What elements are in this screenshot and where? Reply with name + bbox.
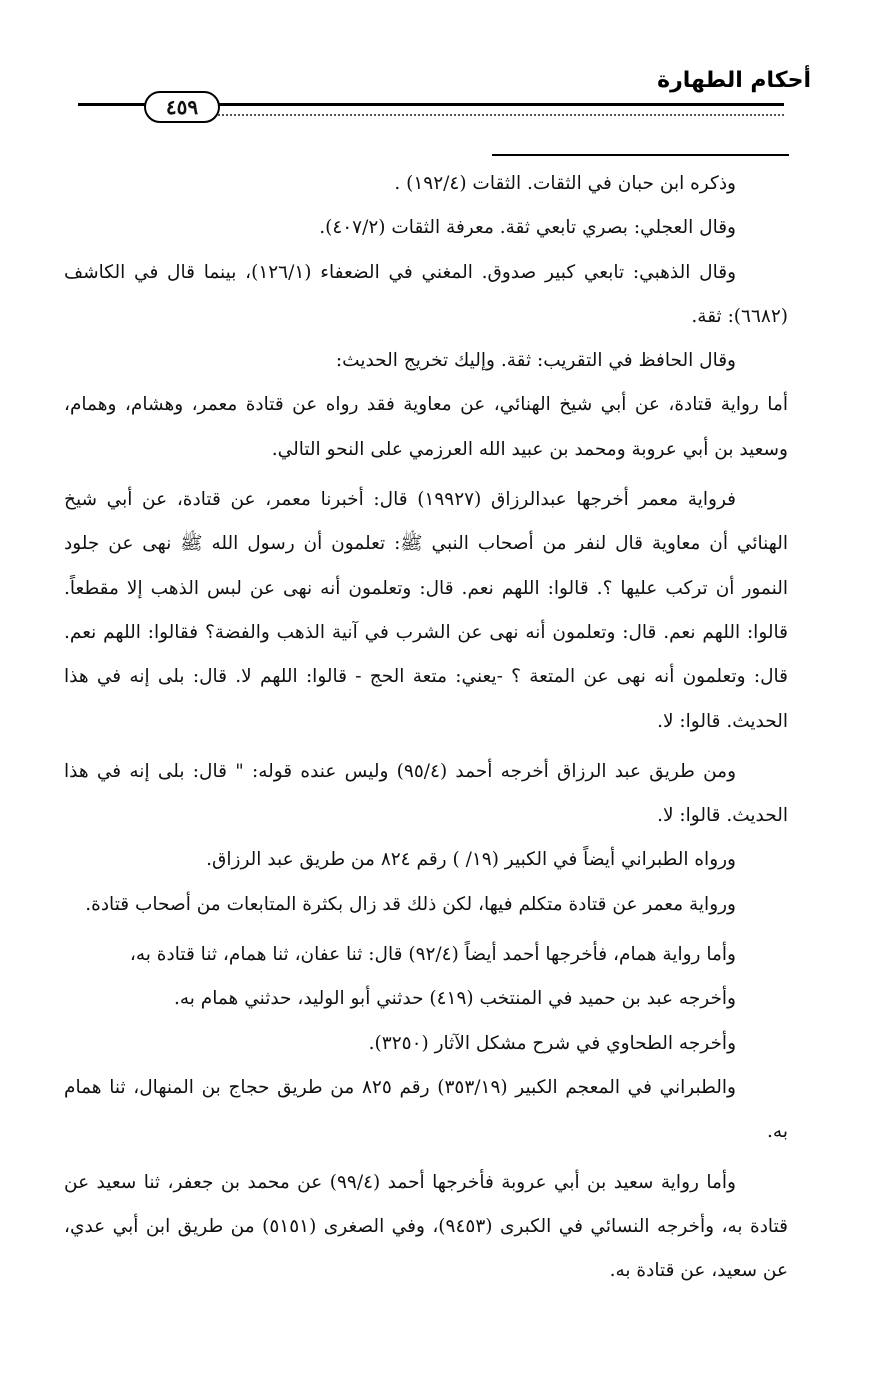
paragraph-mamar-narration: فرواية معمر أخرجها عبدالرزاق (١٩٩٢٧) قال: أخبرنا معمر، عن قتادة، عن أبي شيخ الهنائي أن معاوية قال لنفر من أصحاب النبي ﷺ: تعلمون أن رسول الله ﷺ نهى عن جلود النمور أن تركب عليها ؟. قالوا: اللهم نعم. قال: وتعلمون أنه نهى عن لبس الذهب إلا مقطعاً. قالوا: اللهم نعم. قال: وتعلمون أنه نهى عن الشرب في آنية الذهب والفضة؟ فقالوا: اللهم نعم. قال: وتعلمون أنه نهى عن المتعة ؟ -يعني: متعة الحج - قالوا: اللهم لا. قال: بلى إنه في هذا الحديث. قالوا: لا.	[64, 489, 788, 732]
paragraph-ibn-hibban: وذكره ابن حبان في الثقات. الثقات (١٩٢/٤) .	[394, 173, 736, 194]
paragraph-said-ibn-abi-aruba: وأما رواية سعيد بن أبي عروبة فأخرجها أحمد (٩٩/٤) عن محمد بن جعفر، ثنا سعيد عن قتادة به، وأخرجه النسائي في الكبرى (٩٤٥٣)، وفي الصغرى (٥١٥١) من طريق ابن أبي عدي، عن سعيد، عن قتادة به.	[64, 1171, 788, 1282]
paragraph-tabarani-kabir: ورواه الطبراني أيضاً في الكبير (١٩/ ) رقم ٨٢٤ من طريق عبد الرزاق.	[206, 849, 736, 871]
footnote-separator	[492, 154, 789, 156]
paragraph-abd-ibn-humayd: وأخرجه عبد بن حميد في المنتخب (٤١٩) حدثني أبو الوليد، حدثني همام به.	[173, 988, 736, 1010]
paragraph-abd-al-razzaq-route: ومن طريق عبد الرزاق أخرجه أحمد (٩٥/٤) وليس عنده قوله: " قال: بلى إنه في هذا الحديث. قالوا: لا.	[64, 760, 788, 827]
page-body	[64, 162, 788, 1293]
paragraph-tabarani-muajam: والطبراني في المعجم الكبير (٣٥٣/١٩) رقم ٨٢٥ من طريق حجاج بن المنهال، ثنا همام به.	[64, 1076, 788, 1143]
paragraph-taqrib: وقال الحافظ في التقريب: ثقة. وإليك تخريج الحديث:	[335, 350, 736, 372]
running-title: أحكام الطهارة	[657, 68, 811, 93]
paragraph-ijli: وقال العجلي: بصري تابعي ثقة. معرفة الثقات (٤٠٧/٢).	[319, 217, 736, 239]
paragraph-mamar-comment: ورواية معمر عن قتادة متكلم فيها، لكن ذلك قد زال بكثرة المتابعات من أصحاب قتادة.	[85, 893, 736, 915]
header-rule-right	[214, 103, 784, 106]
header-rule-left	[78, 103, 148, 106]
header-dotted-rule	[214, 114, 784, 116]
page-number: ٤٥٩	[144, 91, 220, 123]
paragraph-hammam-narration: وأما رواية همام، فأخرجها أحمد أيضاً (٩٢/٤) قال: ثنا عفان، ثنا همام، ثنا قتادة به،	[129, 944, 736, 966]
paragraph-dhahabi: وقال الذهبي: تابعي كبير صدوق. المغني في الضعفاء (١٢٦/١)، بينما قال في الكاشف (٦٦٨٢): ثقة.	[64, 261, 788, 327]
paragraph-qatada-narration: أما رواية قتادة، عن أبي شيخ الهنائي، عن معاوية فقد رواه عن قتادة معمر، وهشام، وهمام، وسعيد بن أبي عروبة ومحمد بن عبيد الله العرزمي على النحو التالي.	[64, 394, 788, 460]
paragraph-tahawi: وأخرجه الطحاوي في شرح مشكل الآثار (٣٢٥٠).	[368, 1032, 736, 1054]
